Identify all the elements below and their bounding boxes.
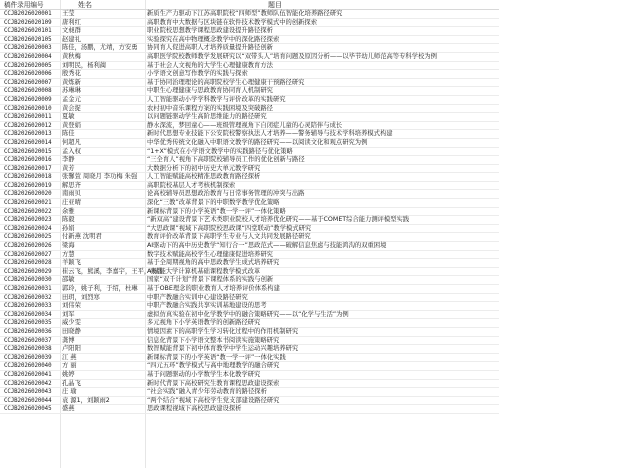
entry-id: CCJB2026020033 xyxy=(4,303,52,310)
entry-id: CCJB2026020028 xyxy=(4,260,52,267)
author-name: 刘军 xyxy=(62,310,75,318)
author-name: 唐利红 xyxy=(62,18,81,26)
author-name: 南雨贝 xyxy=(62,190,81,198)
author-name: 袁 源1，刘颖雨2 xyxy=(62,396,110,404)
table-row[interactable] xyxy=(0,70,499,79)
entry-id: CCJB2026020026 xyxy=(4,243,52,250)
table-row[interactable] xyxy=(0,328,499,337)
table-body xyxy=(0,10,499,414)
entry-id: CCJB2026020105 xyxy=(4,36,52,43)
entry-id: CCJB2026020023 xyxy=(4,217,52,224)
paper-title: 人工智能驱动小学学科教学与评价改革的实践研究 xyxy=(147,95,286,103)
paper-title: 以问题链驱动学生高阶思维能力的路径研究 xyxy=(147,113,267,121)
entry-id: CCJB2026020030 xyxy=(4,277,52,284)
author-name: 孔晶飞 xyxy=(62,379,81,387)
author-name: 方 丽 xyxy=(62,362,77,370)
paper-title: 职业院校思想教学课程思政建设提升路径探析 xyxy=(147,27,273,35)
paper-title: “1+X”模式在小学语文教学中的实践路径与优化策略 xyxy=(147,147,293,155)
entry-id: CCJB2026020031 xyxy=(4,286,52,292)
paper-title: 人工智能赋能高校精准思政教育路径探析 xyxy=(147,173,261,181)
paper-title: 高职院校基层人才考核机制探索 xyxy=(147,181,236,189)
table-row[interactable] xyxy=(0,208,499,217)
paper-title: 新课标背景下的小学英语“教一学一评”一体化策略 xyxy=(147,207,286,215)
table-row[interactable] xyxy=(0,259,499,268)
author-name: 陈毅 xyxy=(62,216,75,224)
paper-title: “社会实践”融入青少年劳动教育的路径探析 xyxy=(147,388,267,396)
paper-title: 信息化背景下小学语文整本书阅读实施策略研究 xyxy=(147,336,280,344)
author-name: 庄亚晴 xyxy=(62,199,81,207)
entry-id: CCJB2026020040 xyxy=(4,363,52,370)
paper-title: “四元五环”教学模式与高中地理教学的融合研究 xyxy=(147,362,280,370)
entry-id: CCJB2026020013 xyxy=(4,131,52,138)
entry-id: CCJB2026020022 xyxy=(4,208,52,215)
table-row[interactable] xyxy=(0,105,499,114)
author-name: 姚婷 xyxy=(62,370,75,378)
author-name: 龚博 xyxy=(62,336,75,344)
paper-title: 数智赋能背景下初中体育教学中学生运动兴趣培养研究 xyxy=(147,345,299,353)
paper-title: 论高校辅导员思想政治教育与日常事务管理的冲突与出路 xyxy=(147,190,305,198)
entry-id: CCJB2026020036 xyxy=(4,328,52,335)
author-name: 郭玲，姚子利，于绍，杜琳 xyxy=(62,285,138,292)
author-name: 盛燕 xyxy=(62,405,75,413)
author-name: 威少雯 xyxy=(62,319,81,327)
paper-title: “新双高”建设背景下艺术类职业院校人才培养优化研究——基于COMET综合能力测评模型实践 xyxy=(147,216,410,224)
author-name: 王莹 xyxy=(62,10,75,17)
author-name: 卢阳阳 xyxy=(62,345,81,353)
paper-title: 基于协同治理理论的高职院校学生心理健康干预路径研究 xyxy=(147,78,305,86)
author-name: 黄登娟 xyxy=(62,121,81,129)
entry-id: CCJB2026020014 xyxy=(4,139,52,146)
author-name: 殷秀花 xyxy=(62,70,81,78)
table-row[interactable] xyxy=(0,53,499,62)
table-row[interactable] xyxy=(0,405,499,414)
header-row xyxy=(0,0,499,10)
table-row[interactable] xyxy=(0,113,499,122)
entry-id: CCJB2026020003 xyxy=(4,45,52,52)
table-row[interactable] xyxy=(0,96,499,105)
header-title: 题目 xyxy=(268,1,282,9)
paper-title: “两个结合”视域下高校学生党支部建设路径研究 xyxy=(147,396,280,404)
table-row[interactable] xyxy=(0,190,499,199)
table-row[interactable] xyxy=(0,276,499,285)
paper-title: “三全育人”视角下高职院校辅导员工作的优化创新与路径 xyxy=(147,156,305,164)
paper-title: AI赋能大学计算机基础课程教学模式改革 xyxy=(147,267,261,275)
table-row[interactable] xyxy=(0,87,499,96)
entry-id: CCJB2026020019 xyxy=(4,182,52,189)
table-row[interactable] xyxy=(0,62,499,71)
table-row[interactable] xyxy=(0,302,499,311)
paper-title: 深化“三教”改革背景下的中职数学教学优化策略 xyxy=(147,199,280,207)
author-name: 江 燕 xyxy=(62,353,77,361)
author-name: 黄秋梅 xyxy=(62,52,81,60)
author-name: 孟入权 xyxy=(62,147,81,155)
author-name: 梁海 xyxy=(62,242,75,250)
entry-id: CCJB2026020008 xyxy=(4,88,52,95)
paper-title: 新课标背景下的小学英语“教一学一评”一体化实践 xyxy=(147,353,286,361)
paper-title: 新时代背景下高校研究生教育课程思政建设探索 xyxy=(147,379,280,387)
paper-title: 教育评价改革背景下高职学生专业与人文共同发展路径研究 xyxy=(147,233,311,241)
table-row[interactable] xyxy=(0,44,499,53)
paper-title: 基于问题驱动的小学数学生本化教学研究 xyxy=(147,370,261,378)
entry-id: CCJB2026020027 xyxy=(4,251,52,258)
entry-id: CCJB2026020012 xyxy=(4,122,52,129)
author-name: 孟金元 xyxy=(62,95,81,103)
author-name: 苏琳琳 xyxy=(62,87,81,95)
entry-id: CCJB2026020009 xyxy=(4,96,52,103)
entry-id: CCJB2026020044 xyxy=(4,397,52,404)
author-name: 田玥，刘烈寒 xyxy=(62,293,100,301)
paper-title: 思政课程视域下高校思政建设探析 xyxy=(147,405,242,413)
author-name: 余雅 xyxy=(62,207,75,215)
paper-title: 基于社会人文视角的大学生心理健康教育方法 xyxy=(147,61,273,69)
table-row[interactable] xyxy=(0,345,499,354)
entry-id: CCJB2026020032 xyxy=(4,294,52,301)
paper-title: 实验探究在高中物理概念教学中的深化路径探索 xyxy=(147,35,280,43)
author-name: 夏敏 xyxy=(62,113,75,121)
table-row[interactable] xyxy=(0,319,499,328)
entry-id: CCJB2026020005 xyxy=(4,62,52,69)
entry-id: CCJB2026020043 xyxy=(4,389,52,396)
table-row[interactable] xyxy=(0,388,499,397)
entry-id: CCJB2026020010 xyxy=(4,105,52,112)
table-row[interactable] xyxy=(0,148,499,157)
paper-title: 农村初中音乐课程方案的实践困境及突破路径 xyxy=(147,104,273,112)
entry-id: CCJB2026020011 xyxy=(4,114,52,121)
author-name: 方慧 xyxy=(62,250,75,258)
paper-title: 虚拟仿真实验在初中化学教学中的融合策略研究——以“化学与生活”为例 xyxy=(147,310,349,318)
entry-id: CCJB2026020016 xyxy=(4,157,52,164)
entry-id: CCJB2026020039 xyxy=(4,354,52,361)
entry-id: CCJB2026020109 xyxy=(4,19,52,26)
paper-title: 中华优秀传统文化融入中职语文教学的路径研究——以阅读文化和观点研究为例 xyxy=(147,138,368,146)
table-row[interactable] xyxy=(0,216,499,225)
table-row[interactable] xyxy=(0,380,499,389)
table-row[interactable] xyxy=(0,173,499,182)
paper-title: 小学语文创意写作教学的实践与探索 xyxy=(147,70,248,78)
entry-id: CCJB2026020037 xyxy=(4,337,52,344)
table-row[interactable] xyxy=(0,251,499,260)
author-name: 刘伟荣 xyxy=(62,302,81,310)
author-name: 付新燕 沈明君 xyxy=(62,233,102,241)
author-name: 羊颖飞 xyxy=(62,259,81,267)
author-name: 张馨萱 周晓月 李功梅 朱强 xyxy=(62,173,138,181)
author-name: 孙娟 xyxy=(62,224,75,232)
paper-title: 新质生产力驱动下江苏高职院校“四师型”教师队伍智能化培养路径研究 xyxy=(147,10,343,17)
author-name: 邵敏 xyxy=(62,276,75,284)
author-name: 文昶群 xyxy=(62,27,81,35)
paper-title: 数字技术赋能高校学生心理健康促进培养研究 xyxy=(147,250,273,258)
entry-id: CCJB2026020038 xyxy=(4,346,52,353)
table-row[interactable] xyxy=(0,337,499,346)
author-name: 崔云飞，熊溪，李嘉宇，王平，张盛 xyxy=(62,267,163,275)
entry-id: CCJB2026020017 xyxy=(4,165,52,172)
paper-title: 中职生心理健康与思政教育协同育人机制研究 xyxy=(147,87,273,95)
paper-title: 国家“双千计划”背景下课程体系的实践与创新 xyxy=(147,276,274,284)
paper-title: 静水深流，梦回童心——班级管理视角下自闭症儿童的心灵陪伴与成长 xyxy=(147,121,343,129)
table-row[interactable] xyxy=(0,242,499,251)
table-row[interactable] xyxy=(0,294,499,303)
table-row[interactable] xyxy=(0,199,499,208)
entry-id: CCJB2026020045 xyxy=(4,406,52,413)
entry-id: CCJB2026020018 xyxy=(4,174,52,181)
table-row[interactable] xyxy=(0,285,499,294)
paper-title: 中职产教融合实践共享实训基地建设的思考 xyxy=(147,302,267,310)
author-name: 黄炼新 xyxy=(62,78,81,86)
entry-id: CCJB2026020025 xyxy=(4,234,52,241)
entry-id: CCJB2026020024 xyxy=(4,225,52,232)
entry-id: CCJB2026020034 xyxy=(4,311,52,318)
entry-id: CCJB2026020041 xyxy=(4,371,52,378)
table-row[interactable] xyxy=(0,10,499,19)
table-row[interactable] xyxy=(0,139,499,148)
author-name: 黄会捉 xyxy=(62,104,81,112)
table-row[interactable] xyxy=(0,165,499,174)
entry-id: CCJB2026020015 xyxy=(4,148,52,155)
table-row[interactable] xyxy=(0,233,499,242)
entry-id: CCJB2026020029 xyxy=(4,268,52,275)
entry-id: CCJB2026020101 xyxy=(4,28,52,35)
author-name: 李静 xyxy=(62,156,75,164)
paper-title: AI驱动下的高中历史教学“知行合一”思政范式——破解信息焦虑与技能鸿沟的双重困境 xyxy=(147,242,387,250)
entry-id: CCJB2026020042 xyxy=(4,380,52,387)
entry-id: CCJB2026020004 xyxy=(4,53,52,60)
author-name: 赵建礼 xyxy=(62,35,81,43)
paper-title: 协同育人促进高职人才培养质量提升路径创新 xyxy=(147,44,273,52)
entry-id: CCJB2026020006 xyxy=(4,71,52,78)
entry-id: CCJB2026020020 xyxy=(4,191,52,198)
table-row[interactable] xyxy=(0,156,499,165)
author-name: 田晓静 xyxy=(62,327,81,335)
author-name: 庄 瑜 xyxy=(62,388,77,396)
paper-title: 基于OBE理念的职业教育人才培养评价体系构建 xyxy=(147,285,280,292)
table-row[interactable] xyxy=(0,27,499,36)
paper-title: 情境因素下的高职学生学习转化过程中的作用机制研究 xyxy=(147,327,299,335)
author-name: 黄芳 xyxy=(62,164,75,172)
entry-id: CCJB2026020021 xyxy=(4,200,52,207)
author-name: 解思齐 xyxy=(62,181,81,189)
author-name: 何超凡 xyxy=(62,138,81,146)
paper-title: 新时代思想专业技能下公安院校警察执法人才培养——警务辅导与技术学科培养模式构建 xyxy=(147,130,393,138)
author-name: 陈佳 xyxy=(62,130,75,138)
paper-title: 多元视角下小学英语教学的创新路径研究 xyxy=(147,319,261,327)
entry-id: CCJB2026020007 xyxy=(4,79,52,86)
header-id: 稿件录用编号 xyxy=(4,1,44,9)
paper-title: 大数据分析下的初中历史大单元教学研究 xyxy=(147,164,261,172)
entry-id: CCJB2026020001 xyxy=(4,11,52,17)
paper-title: 高职医学院校教师教学发展研究以“双带头人”培育问题及原因分析——以毕节幼儿师范高等专科学校为例 xyxy=(147,52,437,60)
paper-title: 中职产教融合实训中心建设路径研究 xyxy=(147,293,248,301)
table-row[interactable] xyxy=(0,362,499,371)
paper-title: 基于全周期视角的高中思政教学生成式培养研究 xyxy=(147,259,280,267)
table-row[interactable] xyxy=(0,371,499,380)
header-name: 姓名 xyxy=(78,1,92,9)
entry-id: CCJB2026020035 xyxy=(4,320,52,327)
table-row[interactable] xyxy=(0,19,499,28)
paper-title: “大思政课”视域下高职院校思政课“四堂联动”教学模式研究 xyxy=(147,224,312,232)
table-row[interactable] xyxy=(0,130,499,139)
paper-title: 高职教育中大数据与区块链在软件技术教学模式中的创新探索 xyxy=(147,18,318,26)
author-name: 陈佳，汤鹏，尤靖，方安勇 xyxy=(62,44,138,52)
author-name: 刘明民，杨利蔺 xyxy=(62,61,107,69)
